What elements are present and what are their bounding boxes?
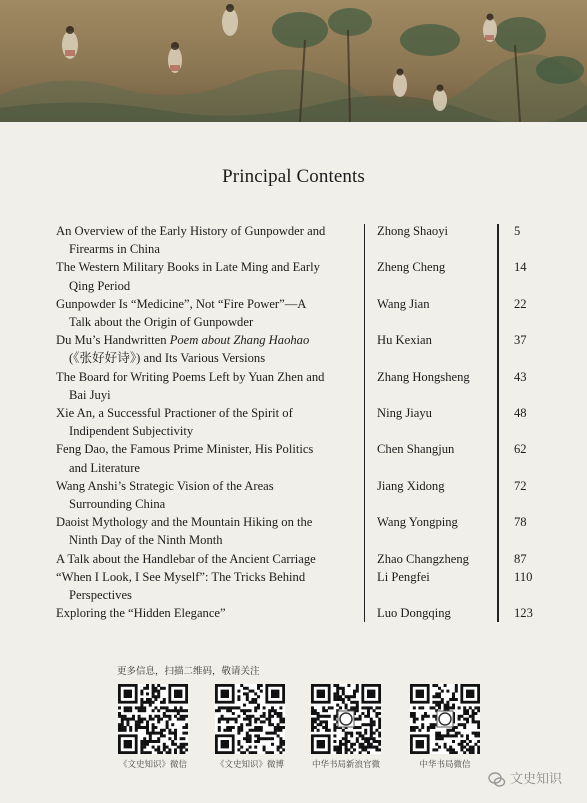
contents-list bbox=[56, 222, 546, 622]
toc-entry[interactable] bbox=[56, 222, 546, 258]
entry-title-line1: Xie An, a Successful Practioner of the Spirit of bbox=[56, 406, 293, 421]
entry-page: 110 bbox=[514, 569, 533, 584]
entry-title-line2: Surrounding China bbox=[69, 497, 166, 512]
entry-page: 5 bbox=[514, 224, 521, 238]
entry-title-line2: Ninth Day of the Ninth Month bbox=[69, 533, 223, 548]
qr-tip: 更多信息，扫描二维码，敬请关注 bbox=[117, 666, 260, 677]
entry-title-line1: An Overview of the Early History of Gunpowder and bbox=[56, 224, 326, 238]
entry-page: 37 bbox=[514, 333, 527, 348]
qr-label: 《文史知识》微博 bbox=[215, 760, 284, 770]
entry-author: Li Pengfei bbox=[377, 569, 430, 584]
toc-entry[interactable] bbox=[56, 604, 546, 622]
entry-title-line1 bbox=[56, 331, 348, 349]
entry-title-line1: Daoist Mythology and the Mountain Hiking on the bbox=[56, 515, 313, 530]
toc-entry[interactable] bbox=[56, 513, 546, 549]
entry-author: Luo Dongqing bbox=[377, 606, 451, 621]
toc-entry[interactable] bbox=[56, 440, 546, 476]
entry-title-line1: A Talk about the Handlebar of the Ancient Carriage bbox=[56, 551, 316, 566]
entry-page: 72 bbox=[514, 478, 527, 493]
wechat-bubble-icon bbox=[488, 771, 506, 789]
entry-title-line2: and Literature bbox=[69, 460, 140, 475]
entry-author: Wang Yongping bbox=[377, 515, 458, 530]
entry-page: 123 bbox=[514, 606, 533, 621]
entry-page: 62 bbox=[514, 442, 527, 457]
painting-banner bbox=[0, 0, 587, 122]
toc-entry[interactable] bbox=[56, 258, 546, 294]
entry-page: 14 bbox=[514, 260, 527, 275]
toc-entry[interactable] bbox=[56, 368, 546, 404]
entry-title-line1: The Board for Writing Poems Left by Yuan Zhen and bbox=[56, 369, 325, 384]
entry-title-line1: Gunpowder Is “Medicine”, Not “Fire Power”—A bbox=[56, 296, 307, 311]
qr-label: 中华书局新浪官微 bbox=[311, 760, 380, 770]
qr-code-icon[interactable] bbox=[410, 684, 480, 754]
entry-title-line2: Indipendent Subjectivity bbox=[69, 424, 194, 439]
entry-author: Wang Jian bbox=[377, 296, 430, 311]
toc-entry[interactable] bbox=[56, 568, 546, 604]
entry-author: Hu Kexian bbox=[377, 333, 432, 348]
entry-page: 78 bbox=[514, 515, 527, 530]
entry-title-line1: Feng Dao, the Famous Prime Minister, His Politics bbox=[56, 442, 314, 457]
qr-code-icon[interactable] bbox=[311, 684, 381, 754]
entry-author: Chen Shangjun bbox=[377, 442, 455, 457]
entry-title-line1: “When I Look, I See Myself”: The Tricks Behind bbox=[56, 569, 306, 584]
toc-entry[interactable] bbox=[56, 477, 546, 513]
toc-entry[interactable] bbox=[56, 404, 546, 440]
qr-label: 中华书局微信 bbox=[419, 760, 471, 770]
entry-title-line1: Wang Anshi’s Strategic Vision of the Areas bbox=[56, 478, 274, 493]
toc-entry[interactable] bbox=[56, 550, 546, 568]
entry-author: Zhang Hongsheng bbox=[377, 369, 470, 384]
toc-entry[interactable] bbox=[56, 295, 546, 331]
entry-title-italic: Poem about Zhang Haohao bbox=[169, 333, 310, 348]
entry-title-line2: Bai Juyi bbox=[69, 387, 111, 402]
entry-author: Ning Jiayu bbox=[377, 406, 432, 421]
toc-entry[interactable] bbox=[56, 331, 546, 367]
entry-author: Zheng Cheng bbox=[377, 260, 446, 275]
entry-title-line1: The Western Military Books in Late Ming and Early bbox=[56, 260, 320, 275]
entry-title-line2: Perspectives bbox=[69, 588, 132, 603]
entry-title-line2: Firearms in China bbox=[69, 242, 160, 257]
entry-author: Zhao Changzheng bbox=[377, 551, 469, 566]
entry-page: 48 bbox=[514, 406, 527, 421]
entry-author: Jiang Xidong bbox=[377, 478, 445, 493]
entry-page: 22 bbox=[514, 296, 527, 311]
watermark-text: 文史知识 bbox=[510, 772, 563, 787]
qr-code-icon[interactable] bbox=[118, 684, 188, 754]
page-title: Principal Contents bbox=[222, 166, 365, 187]
watermark bbox=[488, 768, 562, 789]
qr-code-icon[interactable] bbox=[215, 684, 285, 754]
entry-page: 43 bbox=[514, 369, 527, 384]
entry-author: Zhong Shaoyi bbox=[377, 224, 449, 238]
entry-title-line2: Talk about the Origin of Gunpowder bbox=[69, 315, 254, 330]
entry-title-line2: (《张好好诗》) and Its Various Versions bbox=[69, 351, 266, 366]
entry-title-prefix: Du Mu’s Handwritten bbox=[56, 333, 170, 348]
entry-title-line2: Qing Period bbox=[69, 278, 131, 293]
entry-page: 87 bbox=[514, 551, 527, 566]
entry-title-line1: Exploring the “Hidden Elegance” bbox=[56, 606, 226, 621]
qr-label: 《文史知识》微信 bbox=[118, 760, 187, 770]
